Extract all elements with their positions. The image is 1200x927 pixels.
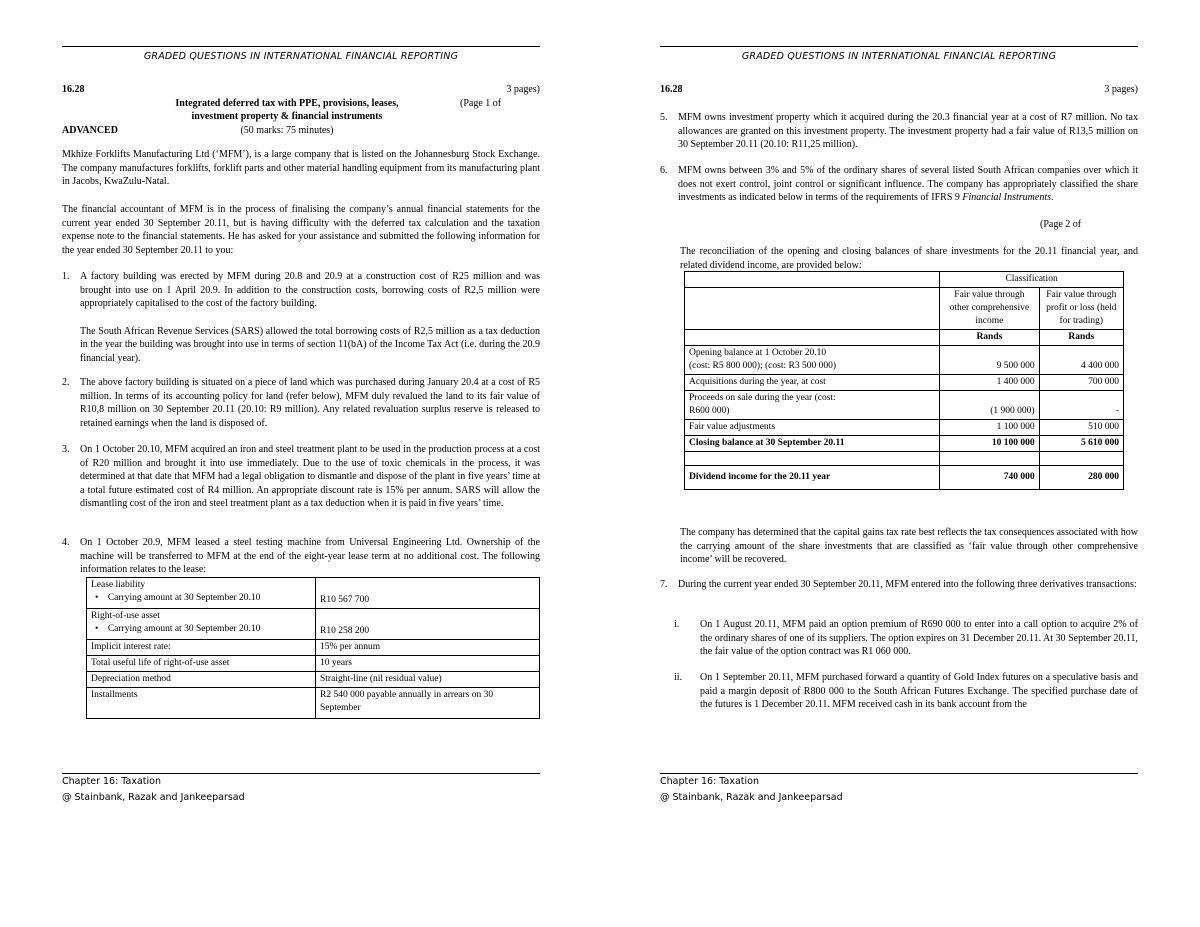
intro-paragraph-2: The financial accountant of MFM is in the process of finalising the company’s annual financial statements for the current year ended 30 September 20.11, but is having difficulty with the deferred tax calculation and the taxation expense note to the financial statements. He has asked for your assistance and submitted the following information for the year ended 30 September 20.11 to you: (62, 204, 540, 256)
row-label: Closing balance at 30 September 20.11 (685, 436, 940, 452)
item-text-body: MFM owns between 3% and 5% of the ordinary shares of several listed South African companies over which it does not exert control, joint control or significant influence. The company has appropriately classified the share investments as indicated below in terms of the requirements of IFRS 9 (678, 165, 1138, 204)
value-fvtpl: 510 000 (1039, 420, 1123, 436)
table-row (87, 688, 540, 719)
item-4 (62, 536, 540, 577)
item-number: 2. (62, 377, 70, 388)
table-row (87, 672, 540, 688)
value-fvoci: 1 400 000 (940, 375, 1039, 391)
item-1 (62, 270, 540, 366)
table-row (685, 330, 1124, 346)
header-rule (62, 46, 540, 47)
classification-header: Classification (940, 272, 1124, 288)
footer-authors: @ Stainbank, Razak and Jankeeparsad (62, 792, 245, 803)
item-6 (660, 164, 1138, 205)
row-value: R10 567 700 (316, 578, 540, 609)
item-number: 4. (62, 537, 70, 548)
row-label-cont: R600 000) (689, 406, 730, 416)
row-bullet: • Carrying amount at 30 September 20.10 (95, 624, 261, 634)
item-text: A factory building was erected by MFM during 20.8 and 20.9 at a construction cost of R25 million and was brought into use on 1 April 20.9. In addition to the construction costs, borrowing costs of R2,5 million were appropriately capitalised to the cost of the factory building. (80, 271, 540, 310)
question-number: 16.28 (62, 84, 85, 95)
standard-title: Financial Instruments (962, 192, 1051, 204)
item-text: During the current year ended 30 September 20.11, MFM entered into the following three derivatives transactions: (678, 579, 1137, 590)
item-number: 7. (660, 579, 668, 590)
row-value: 10 years (316, 656, 540, 672)
value-fvtpl: - (1039, 391, 1123, 420)
item-5 (660, 111, 1138, 152)
item-text: On 1 October 20.10, MFM acquired an iron and steel treatment plant to be used in the production process at a cost of R20 million and brought it into use immediately. Due to the use of toxic chemicals in the process, it was determined at that date that MFM had a legal obligation to dismantle and dispose of the plant in five years’ time at a total future estimated cost of R4 million. An appropriate discount rate is 15% per annum. SARS will allow the dismantling cost of the iron and steel treatment plant as a tax deduction when it is paid in five years’ time. (80, 444, 540, 510)
footer-chapter: Chapter 16: Taxation (62, 776, 162, 787)
item-subparagraph: The South African Revenue Services (SARS) allowed the total borrowing costs of R2,5 million as a tax deduction in the year the building was brought into use in terms of section 11(bA) of the Income Tax Act (i.e. during the 20.9 financial year). (80, 325, 540, 364)
subitem-i (660, 618, 1138, 659)
row-label: Depreciation method (87, 672, 316, 688)
item-text: On 1 October 20.9, MFM leased a steel testing machine from Universal Engineering Ltd. Ownership of the machine will be transferred to MFM at the end of the eight-year lease term at no additional cost. The following information relates to the lease: (80, 537, 540, 576)
footer-rule (62, 773, 540, 774)
value-fvoci: 1 100 000 (940, 420, 1039, 436)
table-row (685, 466, 1124, 490)
table-row (685, 288, 1124, 330)
value-fvtpl: 4 400 000 (1039, 346, 1123, 375)
unit-label: Rands (940, 330, 1039, 346)
value-fvtpl: 280 000 (1039, 466, 1123, 490)
row-label: Acquisitions during the year, at cost (685, 375, 940, 391)
value-fvoci: 10 100 000 (940, 436, 1039, 452)
item-text-end: . (1051, 192, 1054, 204)
share-investments-table (684, 271, 1124, 490)
item-text (678, 164, 1138, 205)
row-value: 15% per annum (316, 640, 540, 656)
footer-authors: @ Stainbank, Razak and Jankeeparsad (660, 792, 843, 803)
marks-label: (50 marks: 75 minutes) (240, 125, 334, 136)
question-title-line2: investment property & financial instruments (191, 111, 383, 122)
bullet-text: Carrying amount at 30 September 20.10 (107, 593, 261, 603)
item-number: 3. (62, 444, 70, 455)
value-fvtpl: 5 610 000 (1039, 436, 1123, 452)
column-header-fvtpl: Fair value through profit or loss (held for trading) (1039, 288, 1123, 330)
row-label: Proceeds on sale during the year (cost: (689, 393, 836, 403)
level-label: ADVANCED (62, 125, 118, 136)
cgt-paragraph: The company has determined that the capital gains tax rate best reflects the tax consequences associated with how the carrying amount of the share investments that are classified as ‘fair value through other comprehensive income’ will be recovered. (680, 527, 1138, 566)
table-row (685, 420, 1124, 436)
running-header: GRADED QUESTIONS IN INTERNATIONAL FINANCIAL REPORTING (741, 51, 1057, 62)
value-fvtpl: 700 000 (1039, 375, 1123, 391)
unit-label: Rands (1039, 330, 1123, 346)
table-row (87, 578, 540, 609)
question-number: 16.28 (660, 84, 683, 95)
row-value: Straight-line (nil residual value) (316, 672, 540, 688)
row-bullet: • Carrying amount at 30 September 20.10 (95, 593, 261, 603)
table-row (685, 272, 1124, 288)
row-label-cont: (cost: R5 800 000); (cost: R3 500 000) (689, 361, 836, 371)
subitem-number: ii. (674, 672, 683, 683)
value-fvoci: (1 900 000) (940, 391, 1039, 420)
item-7 (660, 578, 1138, 592)
value-fvoci: 740 000 (940, 466, 1039, 490)
row-label: Fair value adjustments (685, 420, 940, 436)
item-text: The above factory building is situated on a piece of land which was purchased during January 20.4 at a cost of R5 million. In terms of its accounting policy for land (refer below), MFM duly revalued the land to its fair value of R10,8 million on 30 September 20.11 (20.10: R9 million). Any related revaluation surplus reserve is released to retained earnings when the land is disposed of. (80, 377, 540, 429)
intro-paragraph-1: Mkhize Forklifts Manufacturing Ltd (‘MFM’), is a large company that is listed on the Johannesburg Stock Exchange. The company manufactures forklifts, forklift parts and other material handling equipment from its manufacturing plant in Jacobs, KwaZulu-Natal. (62, 149, 540, 188)
item-3 (62, 443, 540, 511)
footer-rule (660, 773, 1138, 774)
header-rule (660, 46, 1138, 47)
item-number: 6. (660, 165, 668, 176)
table-row (87, 640, 540, 656)
bullet-text: Carrying amount at 30 September 20.10 (107, 624, 261, 634)
item-text: MFM owns investment property which it acquired during the 20.3 financial year at a cost of R7 million. No tax allowances are granted on this investment property. The investment property had a fair value of R13,5 million on 30 September 20.11 (20.10: R11,25 million). (678, 112, 1138, 151)
table-row (87, 656, 540, 672)
row-label: Lease liability (91, 580, 146, 590)
value-fvoci: 9 500 000 (940, 346, 1039, 375)
row-label: Opening balance at 1 October 20.10 (689, 348, 827, 358)
pages-note: 3 pages) (1104, 84, 1138, 95)
subitem-number: i. (674, 619, 680, 630)
page-1 (62, 0, 540, 927)
column-header-fvoci: Fair value through other comprehensive income (940, 288, 1039, 330)
table-row (87, 609, 540, 640)
subitem-ii (660, 671, 1138, 712)
item-number: 1. (62, 271, 70, 282)
table-row-empty (685, 452, 1124, 466)
item-2 (62, 376, 540, 430)
row-label: Right-of-use asset (91, 611, 160, 621)
item-number: 5. (660, 112, 668, 123)
footer-chapter: Chapter 16: Taxation (660, 776, 760, 787)
table-row (685, 391, 1124, 420)
subitem-text: On 1 August 20.11, MFM paid an option premium of R690 000 to enter into a call option to acquire 2% of the ordinary shares of one of its suppliers. The option expires on 31 December 20.11. At 30 September 20.11, the fair value of the option contract was R1 060 000. (700, 619, 1138, 658)
row-value: R10 258 200 (316, 609, 540, 640)
row-value: R2 540 000 payable annually in arrears on 30 September (316, 688, 540, 719)
table-row (685, 375, 1124, 391)
row-label: Installments (87, 688, 316, 719)
pages-note: 3 pages) (506, 84, 540, 95)
subitem-text: On 1 September 20.11, MFM purchased forward a quantity of Gold Index futures on a speculative basis and paid a margin deposit of R800 000 to the South African Futures Exchange. The specified purchase date of the futures is 1 December 20.11. MFM received cash in its bank account from the (700, 672, 1138, 711)
table-row (685, 346, 1124, 375)
row-label: Total useful life of right-of-use asset (87, 656, 316, 672)
table-row (685, 436, 1124, 452)
lease-table (86, 577, 540, 719)
page-of: (Page 2 of (1040, 219, 1082, 230)
page-of: (Page 1 of (460, 98, 502, 109)
row-label: Dividend income for the 20.11 year (685, 466, 940, 490)
reconciliation-intro: The reconciliation of the opening and closing balances of share investments for the 20.11 financial year, and related dividend income, are provided below: (680, 246, 1138, 271)
question-title-line1: Integrated deferred tax with PPE, provisions, leases, (175, 98, 399, 109)
page-2 (660, 0, 1138, 927)
row-label: Implicit interest rate: (87, 640, 316, 656)
running-header: GRADED QUESTIONS IN INTERNATIONAL FINANCIAL REPORTING (143, 51, 459, 62)
